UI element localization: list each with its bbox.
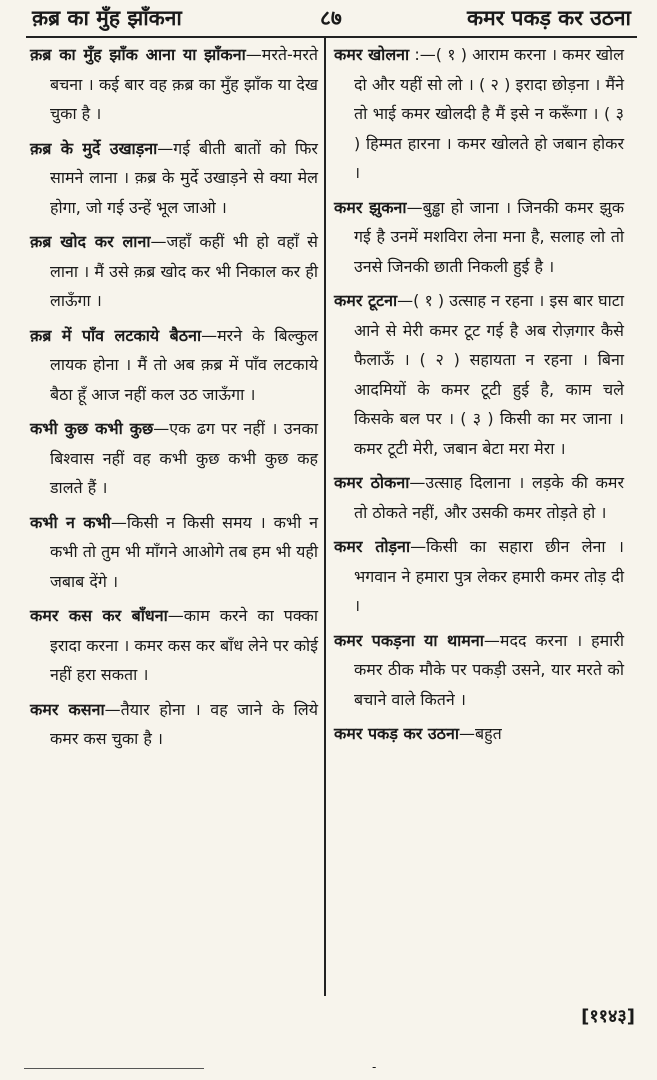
page-reference: [११४३] — [581, 1006, 635, 1027]
entry-definition: —उत्साह दिलाना । लड़के की कमर तो ठोकते नहीं, और उसकी कमर तोड़ते हो । — [354, 473, 624, 522]
dictionary-entry — [334, 532, 624, 621]
entry-term: कभी कुछ कभी कुछ — [30, 419, 154, 438]
entry-definition: —तैयार होना । वह जाने के लिये कमर कस चुका है । — [50, 699, 318, 748]
entry-definition: —गई बीती बातों को फिर सामने लाना । क़ब्र के मुर्दे उखाड़ने से क्या मेल होगा, जो गई उन्हें भूल जाओ । — [50, 138, 318, 217]
dictionary-entry — [30, 695, 318, 754]
entry-definition: —बुड्ढा हो जाना । जिनकी कमर झुक गई है उनमें मशविरा लेना मना है, सलाह लो तो उनसे जिनकी छाती निकली हुई है । — [354, 197, 624, 276]
entry-term: कमर पकड़ कर उठना — [334, 724, 459, 743]
entry-term: कमर झुकना — [334, 197, 407, 217]
dictionary-entry — [30, 134, 318, 223]
entry-term: कभी न कभी — [30, 512, 111, 532]
entry-definition: —( १ ) उत्साह न रहना । इस बार घाटा आने से मेरी कमर टूट गई है अब रोज़गार कैसे फैलाऊँ । ( २ ) सहायता न रहना । बिना आदमियों के कमर टूटी हुई है, काम चले किसके बल पर । ( ३ ) किसी का मर जाना । कमर टूटी मेरी, जबान बेटा मरा मेरा । — [354, 291, 624, 458]
left-column — [22, 38, 326, 996]
entry-term: क़ब्र के मुर्दे उखाड़ना — [30, 138, 158, 158]
dictionary-entry — [334, 193, 624, 282]
right-column — [326, 38, 630, 996]
entry-term: कमर ठोकना — [334, 473, 410, 492]
footer-mark: - — [372, 1060, 377, 1074]
dictionary-entry — [30, 414, 318, 503]
page-number: ८७ — [320, 6, 342, 30]
header-left-guide-word: क़ब्र का मुँह झाँकना — [32, 6, 182, 30]
page-header — [30, 4, 635, 34]
dictionary-entry — [30, 227, 318, 316]
entry-definition: —एक ढग पर नहीं । उनका बिश्वास नहीं वह कभी कुछ कभी कुछ कह डालते हैं । — [50, 419, 318, 497]
dictionary-entry — [334, 468, 624, 527]
entry-term: कमर पकड़ना या थामना — [334, 630, 484, 650]
entry-term: कमर तोड़ना — [334, 537, 411, 556]
dictionary-entry — [334, 40, 624, 188]
entry-definition: —किसी न किसी समय । कभी न कभी तो तुम भी माँगने आओगे तब हम भी यही जबाब देंगे । — [50, 512, 318, 591]
entry-term: क़ब्र का मुँह झाँक आना या झाँकना — [30, 45, 246, 64]
entry-definition: —जहाँ कहीं भी हो वहाँ से लाना । मैं उसे क़ब्र खोद कर भी निकाल कर ही लाऊँगा । — [50, 232, 318, 310]
dictionary-entry — [334, 286, 624, 463]
dictionary-entry — [30, 601, 318, 690]
entry-term: कमर खोलना — [334, 45, 410, 64]
entry-term: क़ब्र खोद कर लाना — [30, 232, 151, 251]
entry-term: क़ब्र में पाँव लटकाये बैठना — [30, 325, 202, 345]
footer-rule — [24, 1068, 204, 1069]
entry-definition: —काम करने का पक्का इरादा करना । कमर कस कर बाँध लेने पर कोई नहीं हरा सकता । — [50, 606, 318, 684]
entry-definition: —मरने के बिल्कुल लायक होना । मैं तो अब क़ब्र में पाँव लटकाये बैठा हूँ आज नहीं कल उठ जाऊँगा । — [50, 325, 319, 404]
entry-term: कमर टूटना — [334, 291, 398, 310]
dictionary-columns — [22, 38, 634, 996]
entry-definition: —बहुत — [458, 724, 502, 743]
entry-definition: :—( १ ) आराम करना । कमर खोल दो और यहीं सो लो । ( २ ) इरादा छोड़ना । मैंने तो भाई कमर खोलदी है मैं इसे न करूँगा । ( ३ ) हिम्मत हारना । कमर खोलते हो जबान होकर । — [354, 45, 624, 182]
header-right-guide-word: कमर पकड़ कर उठना — [466, 6, 631, 30]
dictionary-entry — [334, 626, 624, 715]
dictionary-entry — [334, 719, 624, 749]
entry-term: कमर कस कर बाँधना — [30, 606, 168, 625]
dictionary-entry — [30, 321, 318, 410]
dictionary-entry — [30, 40, 318, 129]
dictionary-entry — [30, 508, 318, 597]
entry-definition: —मरते-मरते बचना । कई बार वह क़ब्र का मुँह झाँक या देख चुका है । — [50, 45, 318, 123]
entry-term: कमर कसना — [30, 699, 105, 719]
entry-definition: —मदद करना । हमारी कमर ठीक मौके पर पकड़ी उसने, यार मरते को बचाने वाले कितने । — [354, 630, 624, 709]
entry-definition: —किसी का सहारा छीन लेना । भगवान ने हमारा पुत्र लेकर हमारी कमर तोड़ दी । — [354, 537, 624, 615]
